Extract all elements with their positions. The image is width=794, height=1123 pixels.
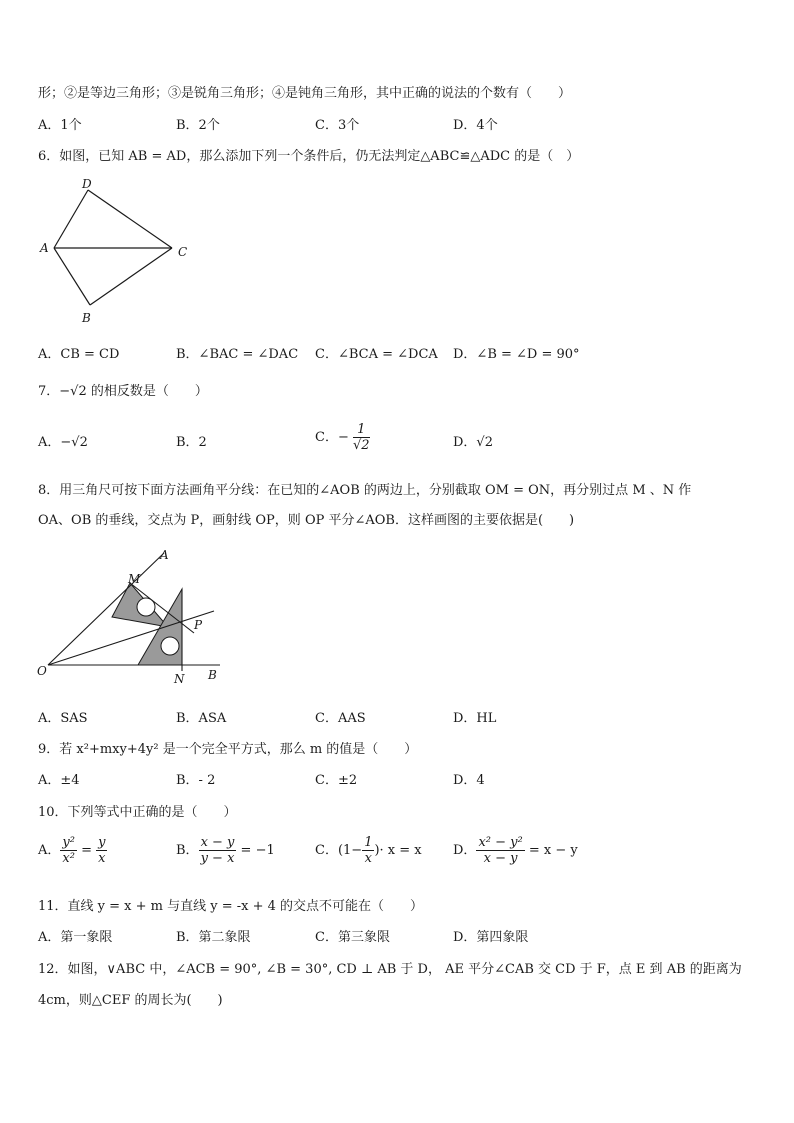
- q5-text: 形；②是等边三角形；③是锐角三角形；④是钝角三角形，其中正确的说法的个数有（ ）: [38, 86, 572, 101]
- q8-label-o: O: [37, 664, 47, 678]
- q10-option-c-rhs: )· x = x: [374, 843, 422, 858]
- q5-option-c: C．3个: [315, 118, 360, 133]
- q10-option-c-num: 1: [364, 835, 373, 850]
- q10-option-d: [453, 835, 578, 866]
- q6-label-d: D: [82, 177, 92, 191]
- q10-option-a-den2: x: [98, 851, 106, 866]
- q10-option-d-rhs: = x − y: [524, 843, 578, 858]
- q5-option-b: B．2个: [176, 118, 220, 133]
- q8-option-a: A．SAS: [38, 711, 88, 726]
- q10-option-b-prefix: B．: [176, 843, 199, 858]
- q8-label-n: N: [174, 672, 185, 686]
- q7-option-c-denominator: √2: [352, 438, 370, 453]
- q7-stem: 7．−√2 的相反数是（ ）: [38, 384, 208, 399]
- q10-option-a-frac2: [96, 835, 107, 866]
- q9-option-d: D．4: [453, 773, 485, 788]
- q6-option-b: B．∠BAC = ∠DAC: [176, 347, 299, 362]
- q5-option-a: A．1个: [38, 118, 82, 133]
- q10-option-c-frac: [362, 835, 374, 866]
- q10-option-c-prefix: C．(1−: [315, 843, 363, 858]
- q6-stem: 6．如图，已知 AB = AD，那么添加下列一个条件后，仍无法判定△ABC≌△ADC 的是（ ）: [38, 149, 580, 164]
- q6-label-b: B: [82, 311, 91, 325]
- q10-option-a-den1: x²: [62, 851, 75, 866]
- q6-label-c: C: [178, 245, 188, 259]
- q8-option-d: D．HL: [453, 711, 497, 726]
- q9-option-c: C．±2: [315, 773, 358, 788]
- q9-option-b: B．- 2: [176, 773, 216, 788]
- q11-option-d: D．第四象限: [453, 930, 529, 945]
- q7-options: [38, 422, 758, 462]
- q6-option-d: D．∠B = ∠D = 90°: [453, 347, 580, 362]
- q8-stem-line1: 8．用三角尺可按下面方法画角平分线：在已知的∠AOB 的两边上，分别截取 OM = ON，再分别过点 M 、N 作: [38, 483, 692, 498]
- q6-label-a: A: [40, 241, 49, 255]
- q10-option-a-frac1: [60, 835, 77, 866]
- q8-label-b: B: [208, 668, 217, 682]
- q10-stem: 10．下列等式中正确的是（ ）: [38, 805, 237, 820]
- q10-option-a-eq: =: [76, 843, 97, 858]
- q7-option-c-fraction: [353, 422, 370, 453]
- q8-options: [38, 707, 758, 729]
- q10-option-c-den: x: [364, 851, 372, 866]
- q10-option-d-den: x − y: [483, 851, 518, 866]
- q7-option-c-numerator: 1: [353, 422, 370, 438]
- q8-stem-line2: OA、OB 的垂线，交点为 P，画射线 OP，则 OP 平分∠AOB．这样画图的主要依据是( ): [38, 513, 575, 528]
- q10-option-a: [38, 835, 107, 866]
- q6-option-a: A．CB = CD: [38, 347, 120, 362]
- q12-stem-line2: 4cm，则△CEF 的周长为( ): [38, 993, 223, 1008]
- q10-option-b-num: x − y: [200, 835, 235, 850]
- q10-option-a-num1: y²: [62, 835, 75, 850]
- q10-option-a-num2: y: [98, 835, 106, 850]
- q9-options: [38, 769, 758, 791]
- q11-option-b: B．第二象限: [176, 930, 251, 945]
- q8-option-b: B．ASA: [176, 711, 227, 726]
- q7-option-c: [315, 422, 370, 453]
- q10-option-b-rhs: = −1: [236, 843, 275, 858]
- q6-option-c: C．∠BCA = ∠DCA: [315, 347, 438, 362]
- q12-stem-line1: 12．如图，∨ABC 中，∠ACB = 90°, ∠B = 30°, CD ⊥ AB 于 D， AE 平分∠CAB 交 CD 于 F，点 E 到 AB 的距离为: [38, 962, 742, 977]
- q8-option-c: C．AAS: [315, 711, 366, 726]
- q8-label-p: P: [194, 618, 203, 632]
- q11-option-c: C．第三象限: [315, 930, 390, 945]
- q10-option-c: [315, 835, 422, 866]
- q11-stem: 11．直线 y = x + m 与直线 y = -x + 4 的交点不可能在（ ）: [38, 899, 424, 914]
- q8-figure: [34, 545, 234, 690]
- q5-option-d: D．4个: [453, 118, 498, 133]
- q6-options: [38, 343, 758, 365]
- q7-option-a: A．−√2: [38, 435, 88, 450]
- q10-option-b-den: y − x: [200, 851, 235, 866]
- q11-option-a: A．第一象限: [38, 930, 113, 945]
- q7-option-c-prefix: C．−: [315, 430, 349, 445]
- q7-option-b: B．2: [176, 435, 207, 450]
- q10-option-d-prefix: D．: [453, 843, 477, 858]
- q10-options: [38, 835, 758, 875]
- q7-option-d: D．√2: [453, 435, 493, 450]
- q10-option-d-num: x² − y²: [478, 835, 523, 850]
- q5-options: [38, 114, 758, 136]
- q8-label-a: A: [160, 548, 169, 562]
- q10-option-d-frac: [476, 835, 524, 866]
- q8-label-m: M: [128, 572, 141, 586]
- q6-figure: [36, 172, 196, 327]
- q10-option-b-frac: [199, 835, 237, 866]
- q9-option-a: A．±4: [38, 773, 80, 788]
- q10-option-a-prefix: A．: [38, 843, 61, 858]
- q9-stem: 9．若 x²+mxy+4y² 是一个完全平方式，那么 m 的值是（ ）: [38, 742, 418, 757]
- q11-options: [38, 926, 758, 948]
- q10-option-b: [176, 835, 275, 866]
